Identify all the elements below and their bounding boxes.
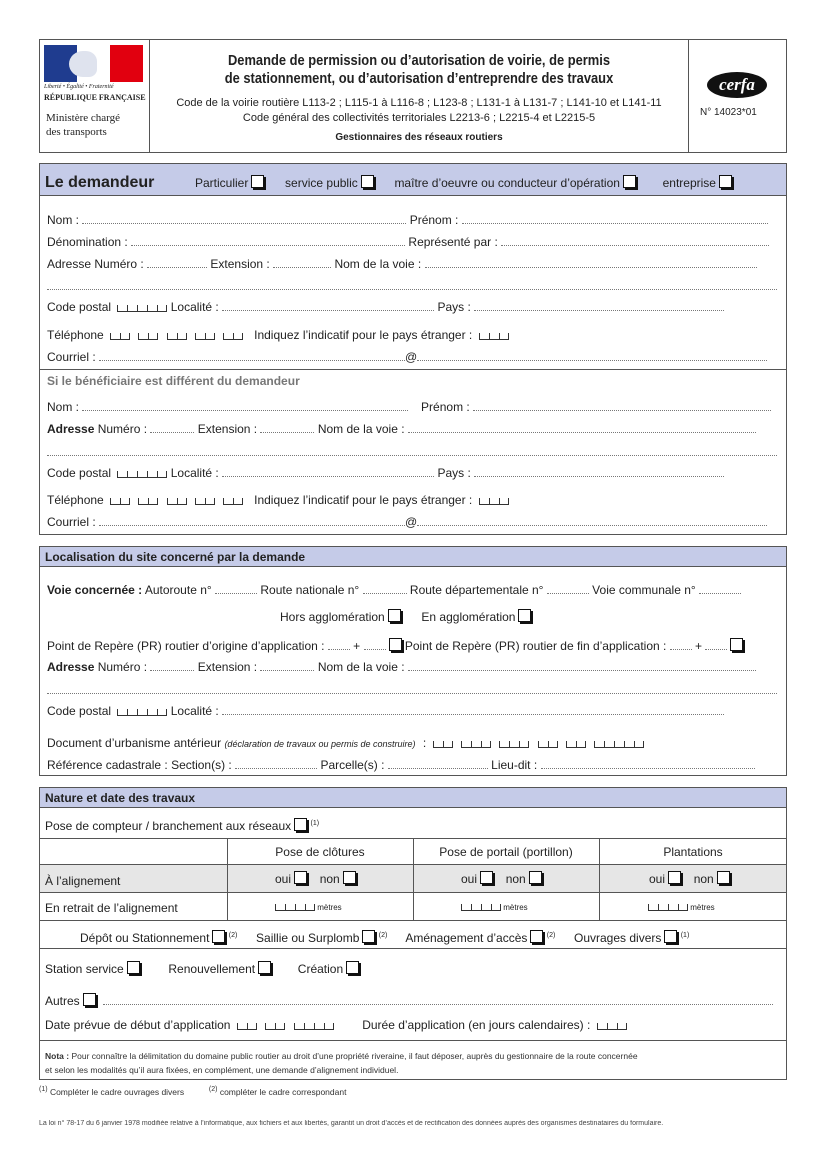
pr-row xyxy=(47,638,743,653)
pays-field[interactable] xyxy=(474,301,724,311)
amenagement-label: Aménagement d’accès xyxy=(405,931,528,945)
ben-localite-label: Localité : xyxy=(170,466,219,480)
doc-urbanisme-field-6[interactable] xyxy=(594,741,644,748)
depot-label: Dépôt ou Stationnement xyxy=(80,931,210,945)
date-month-field[interactable] xyxy=(265,1023,285,1030)
station-label: Station service xyxy=(45,962,124,976)
col-clotures: Pose de clôtures xyxy=(275,845,365,859)
pays-label: Pays : xyxy=(437,300,471,314)
loc-localite-label: Localité : xyxy=(170,704,219,718)
ben-pays-label: Pays : xyxy=(437,466,471,480)
ben-telephone-row xyxy=(47,493,509,507)
nota-text-2: et selon les modalités qu’il aura fixées, en complément, une demande d’alignement individuel. xyxy=(45,1065,399,1075)
portail-alignement xyxy=(461,871,542,886)
duree-label: Durée d’application (en jours calendaires) : xyxy=(362,1018,591,1032)
form-title-line1: Demande de permission ou d’autorisation de voirie, de permis xyxy=(227,52,611,69)
en-agglo-label: En agglomération xyxy=(421,610,516,624)
clotures-retrait xyxy=(272,903,342,912)
opt-maitre-label: maître d’oeuvre ou conducteur d’opération xyxy=(394,176,620,190)
nota-text-1: Pour connaître la délimitation du domaine public routier au droit d’une propriété riveraine, il faut déposer, auprès du gestionnaire de la route concernée xyxy=(71,1051,638,1061)
voie-label: Voie concernée : xyxy=(47,583,143,597)
renouvellement-label: Renouvellement xyxy=(168,962,256,976)
footnote-2: compléter le cadre correspondant xyxy=(219,1086,347,1097)
nota-block xyxy=(45,1049,638,1077)
depot-checkbox[interactable] xyxy=(212,930,225,943)
particulier-checkbox[interactable] xyxy=(251,175,264,188)
nom-field[interactable] xyxy=(82,214,406,224)
numero-field[interactable] xyxy=(147,258,207,268)
lieu-dit-field[interactable] xyxy=(541,759,755,769)
telephone-field-3[interactable] xyxy=(167,333,187,340)
parcelles-label: Parcelle(s) : xyxy=(320,758,385,772)
ben-prenom-label: Prénom : xyxy=(421,400,470,414)
clotures-non-label: non xyxy=(319,872,340,886)
plantations-oui-checkbox[interactable] xyxy=(668,871,681,884)
code-reference-2: Code général des collectivités territoriales L2213-6 ; L2215-4 et L2215-5 xyxy=(242,112,596,124)
ben-courriel-domain-field[interactable] xyxy=(417,516,767,526)
loc-extension-field[interactable] xyxy=(260,661,314,671)
telephone-field-2[interactable] xyxy=(138,333,158,340)
pose-compteur-checkbox[interactable] xyxy=(294,818,307,831)
indicatif-field[interactable] xyxy=(479,333,509,340)
ben-code-postal-label: Code postal xyxy=(47,466,112,480)
ben-telephone-field-5[interactable] xyxy=(223,498,243,505)
voie-communale-label: Voie communale n° xyxy=(592,583,696,597)
localisation-title: Localisation du site concerné par la demande xyxy=(45,550,306,564)
route-nationale-label: Route nationale n° xyxy=(260,583,360,597)
amenagement-note: (2) xyxy=(546,932,556,939)
ref-cadastrale-label: Référence cadastrale : Section(s) : xyxy=(47,758,232,772)
ben-address-row xyxy=(47,422,756,436)
prenom-label: Prénom : xyxy=(409,213,459,227)
travaux-types-row xyxy=(80,930,689,945)
ben-name-row xyxy=(47,400,771,414)
telephone-field-5[interactable] xyxy=(223,333,243,340)
form-title xyxy=(188,52,651,88)
ben-nom-voie-field[interactable] xyxy=(408,423,756,433)
maitre-oeuvre-checkbox[interactable] xyxy=(623,175,636,188)
pose-compteur-label: Pose de compteur / branchement aux réseaux xyxy=(45,819,292,833)
ben-pays-field[interactable] xyxy=(474,467,724,477)
autres-checkbox[interactable] xyxy=(83,993,96,1006)
autres-row xyxy=(45,993,773,1008)
hors-agglo-label: Hors agglomération xyxy=(280,610,385,624)
clotures-oui-label: oui xyxy=(275,872,292,886)
loc-code-postal-label: Code postal xyxy=(47,704,112,718)
courriel-user-field[interactable] xyxy=(99,351,405,361)
address-line2-field[interactable] xyxy=(47,280,777,290)
indicatif-label: Indiquez l’indicatif pour le pays étranger : xyxy=(254,328,473,342)
pr-origine-checkbox[interactable] xyxy=(389,638,402,651)
ben-postal-row xyxy=(47,466,724,480)
ouvrages-note: (1) xyxy=(680,932,690,939)
doc-urbanisme-row xyxy=(47,736,644,750)
plantations-non-checkbox[interactable] xyxy=(717,871,730,884)
pr-fin-plus: + xyxy=(695,639,703,653)
saillie-checkbox[interactable] xyxy=(362,930,375,943)
extension-label: Extension : xyxy=(210,257,270,271)
plantations-retrait xyxy=(645,903,715,912)
pr-origine-offset-field[interactable] xyxy=(364,640,386,650)
demandeur-type-options xyxy=(195,175,732,190)
autres-field[interactable] xyxy=(103,995,773,1005)
ben-at-sign: @ xyxy=(405,515,418,529)
amenagement-checkbox[interactable] xyxy=(530,930,543,943)
prenom-field[interactable] xyxy=(462,214,768,224)
denomination-field[interactable] xyxy=(131,236,405,246)
doc-urbanisme-field-5[interactable] xyxy=(566,741,586,748)
nom-voie-field[interactable] xyxy=(425,258,757,268)
ben-indicatif-field[interactable] xyxy=(479,498,509,505)
demandeur-name-row xyxy=(47,213,768,227)
portail-metres-label: mètres xyxy=(503,903,528,912)
code-reference-1: Code de la voirie routière L113-2 ; L115-1 à L116-8 ; L123-8 ; L131-1 à L131-7 ; L141-10 et L141-11 xyxy=(176,97,662,109)
voie-communale-field[interactable] xyxy=(699,584,741,594)
adresse-numero-label: Adresse Numéro : xyxy=(47,257,144,271)
clotures-metres-label: mètres xyxy=(317,903,342,912)
opt-service-public-label: service public xyxy=(285,176,358,190)
pose-compteur-row xyxy=(45,818,319,833)
pr-fin-label: Point de Repère (PR) routier de fin d’application : xyxy=(404,639,667,653)
address-row xyxy=(47,257,757,271)
courriel-row xyxy=(47,350,767,364)
col-portail: Pose de portail (portillon) xyxy=(439,845,573,859)
telephone-field-4[interactable] xyxy=(195,333,215,340)
creation-label: Création xyxy=(297,962,344,976)
ministry-line2: des transports xyxy=(46,126,107,138)
pose-compteur-note: (1) xyxy=(310,820,320,827)
telephone-field[interactable] xyxy=(110,333,130,340)
portail-retrait xyxy=(458,903,528,912)
ben-code-postal-field[interactable] xyxy=(117,471,167,478)
ben-courriel-user-field[interactable] xyxy=(99,516,405,526)
doc-urbanisme-field-1[interactable] xyxy=(433,741,453,748)
saillie-label: Saillie ou Surplomb xyxy=(256,931,360,945)
ben-nom-label: Nom : xyxy=(47,400,80,414)
republic-motto: Liberté • Égalité • Fraternité xyxy=(44,84,114,90)
ben-numero-field[interactable] xyxy=(150,423,194,433)
route-departementale-label: Route départementale n° xyxy=(409,583,544,597)
entreprise-checkbox[interactable] xyxy=(719,175,732,188)
ben-prenom-field[interactable] xyxy=(473,401,771,411)
pr-fin-field[interactable] xyxy=(670,640,692,650)
doc-urbanisme-label: Document d’urbanisme antérieur xyxy=(47,736,222,750)
plantations-alignement xyxy=(649,871,730,886)
legal-notice: La loi n° 78-17 du 6 janvier 1978 modifiée relative à l’informatique, aux fichiers et aux libertés, garantit un droit d’accès et de rectification des données auprès des organismes destinataires du formulaire. xyxy=(39,1120,664,1127)
row-alignement-label: À l’alignement xyxy=(45,874,121,888)
portail-non-checkbox[interactable] xyxy=(529,871,542,884)
ben-telephone-field-2[interactable] xyxy=(138,498,158,505)
denomination-row xyxy=(47,235,769,249)
localite-field[interactable] xyxy=(222,301,434,311)
plantations-oui-label: oui xyxy=(649,872,666,886)
lieu-dit-label: Lieu-dit : xyxy=(491,758,538,772)
voie-row xyxy=(47,583,741,597)
ben-telephone-label: Téléphone xyxy=(47,493,104,507)
route-nationale-field[interactable] xyxy=(363,584,407,594)
ministry-line1: Ministère chargé xyxy=(46,112,121,124)
form-title-line2: de stationnement, ou d’autorisation d’entreprendre des travaux xyxy=(224,70,614,87)
loc-nom-voie-label: Nom de la voie : xyxy=(317,660,405,674)
plantations-non-label: non xyxy=(693,872,714,886)
pr-origine-field[interactable] xyxy=(328,640,350,650)
loc-address-line2-field[interactable] xyxy=(47,684,777,694)
route-departementale-field[interactable] xyxy=(547,584,589,594)
portail-metres-field[interactable] xyxy=(461,904,501,911)
at-sign: @ xyxy=(405,350,418,364)
saillie-note: (2) xyxy=(378,932,388,939)
pr-origine-label: Point de Repère (PR) routier d’origine d’application : xyxy=(47,639,325,653)
duree-field[interactable] xyxy=(597,1023,627,1030)
denomination-label: Dénomination : xyxy=(47,235,128,249)
road-managers: Gestionnaires des réseaux routiers xyxy=(335,132,503,143)
section-field[interactable] xyxy=(235,759,317,769)
code-postal-label: Code postal xyxy=(47,300,112,314)
date-year-field[interactable] xyxy=(294,1023,334,1030)
ben-telephone-field-3[interactable] xyxy=(167,498,187,505)
clotures-metres-field[interactable] xyxy=(275,904,315,911)
cerfa-number: N° 14023*01 xyxy=(700,107,757,118)
date-day-field[interactable] xyxy=(237,1023,257,1030)
courriel-label: Courriel : xyxy=(47,350,96,364)
ben-adresse-label: Adresse xyxy=(47,422,95,436)
footnotes xyxy=(39,1086,346,1097)
clotures-alignement xyxy=(275,871,356,886)
cerfa-logo: cerfa xyxy=(707,72,767,98)
localite-label: Localité : xyxy=(170,300,219,314)
loc-numero-field[interactable] xyxy=(150,661,194,671)
nom-label: Nom : xyxy=(47,213,80,227)
doc-urbanisme-field-3[interactable] xyxy=(499,741,529,748)
hors-agglo-checkbox[interactable] xyxy=(388,609,401,622)
station-checkbox[interactable] xyxy=(127,961,140,974)
postal-row xyxy=(47,300,724,314)
ben-courriel-row xyxy=(47,515,767,529)
station-row xyxy=(45,961,359,976)
ben-indicatif-label: Indiquez l’indicatif pour le pays étranger : xyxy=(254,493,473,507)
ben-numero-label: Numéro : xyxy=(97,422,148,436)
service-public-checkbox[interactable] xyxy=(361,175,374,188)
ben-nom-field[interactable] xyxy=(82,401,408,411)
ben-extension-label: Extension : xyxy=(197,422,258,436)
ouvrages-label: Ouvrages divers xyxy=(574,931,662,945)
clotures-non-checkbox[interactable] xyxy=(343,871,356,884)
loc-postal-row xyxy=(47,704,724,718)
footnote-1: Compléter le cadre ouvrages divers xyxy=(49,1086,185,1097)
col-plantations: Plantations xyxy=(663,845,723,859)
code-postal-field[interactable] xyxy=(117,305,167,312)
pr-fin-offset-field[interactable] xyxy=(705,640,727,650)
doc-urbanisme-note: (déclaration de travaux ou permis de construire) xyxy=(224,739,416,749)
nota-label: Nota : xyxy=(45,1051,70,1061)
loc-extension-label: Extension : xyxy=(197,660,258,674)
loc-adresse-label: Adresse xyxy=(47,660,95,674)
footnote-2-mark: (2) xyxy=(208,1086,218,1093)
extension-field[interactable] xyxy=(273,258,331,268)
dates-row xyxy=(45,1018,627,1032)
ben-telephone-field-4[interactable] xyxy=(195,498,215,505)
row-retrait-label: En retrait de l’alignement xyxy=(45,901,178,915)
opt-entreprise-label: entreprise xyxy=(662,176,716,190)
loc-numero-label: Numéro : xyxy=(97,660,148,674)
portail-oui-checkbox[interactable] xyxy=(480,871,493,884)
nature-title: Nature et date des travaux xyxy=(45,791,196,805)
pr-origine-plus: + xyxy=(353,639,361,653)
marianne-logo xyxy=(44,45,143,82)
doc-urbanisme-field-4[interactable] xyxy=(538,741,558,748)
beneficiaire-title: Si le bénéficiaire est différent du demandeur xyxy=(47,374,300,388)
autoroute-label: Autoroute n° xyxy=(144,583,212,597)
clotures-oui-checkbox[interactable] xyxy=(294,871,307,884)
ben-extension-field[interactable] xyxy=(260,423,314,433)
ben-courriel-label: Courriel : xyxy=(47,515,96,529)
en-agglo-checkbox[interactable] xyxy=(518,609,531,622)
doc-urbanisme-colon: : xyxy=(422,736,427,750)
portail-oui-label: oui xyxy=(461,872,478,886)
autres-label: Autres xyxy=(45,994,80,1008)
opt-particulier-label: Particulier xyxy=(195,176,249,190)
courriel-domain-field[interactable] xyxy=(417,351,767,361)
telephone-row xyxy=(47,328,509,342)
creation-checkbox[interactable] xyxy=(346,961,359,974)
loc-address-row xyxy=(47,660,756,674)
doc-urbanisme-field-2[interactable] xyxy=(461,741,491,748)
demandeur-title: Le demandeur xyxy=(45,174,155,191)
ben-address-line2-field[interactable] xyxy=(47,446,777,456)
telephone-label: Téléphone xyxy=(47,328,104,342)
ouvrages-checkbox[interactable] xyxy=(664,930,677,943)
ben-telephone-field[interactable] xyxy=(110,498,130,505)
plantations-metres-label: mètres xyxy=(690,903,715,912)
ben-localite-field[interactable] xyxy=(222,467,434,477)
ben-nom-voie-label: Nom de la voie : xyxy=(317,422,405,436)
pr-fin-checkbox[interactable] xyxy=(730,638,743,651)
autoroute-field[interactable] xyxy=(215,584,257,594)
loc-localite-field[interactable] xyxy=(222,705,724,715)
agglomeration-row xyxy=(280,609,531,624)
represente-label: Représenté par : xyxy=(408,235,498,249)
depot-note: (2) xyxy=(228,932,238,939)
portail-non-label: non xyxy=(505,872,526,886)
represente-field[interactable] xyxy=(501,236,769,246)
nom-voie-label: Nom de la voie : xyxy=(334,257,422,271)
parcelles-field[interactable] xyxy=(388,759,488,769)
loc-nom-voie-field[interactable] xyxy=(408,661,756,671)
renouvellement-checkbox[interactable] xyxy=(258,961,271,974)
plantations-metres-field[interactable] xyxy=(648,904,688,911)
date-debut-label: Date prévue de début d’application xyxy=(45,1018,231,1032)
cadastre-row xyxy=(47,758,755,772)
footnote-1-mark: (1) xyxy=(39,1086,48,1093)
republic-name: RÉPUBLIQUE FRANÇAISE xyxy=(44,93,146,102)
loc-code-postal-field[interactable] xyxy=(117,709,167,716)
